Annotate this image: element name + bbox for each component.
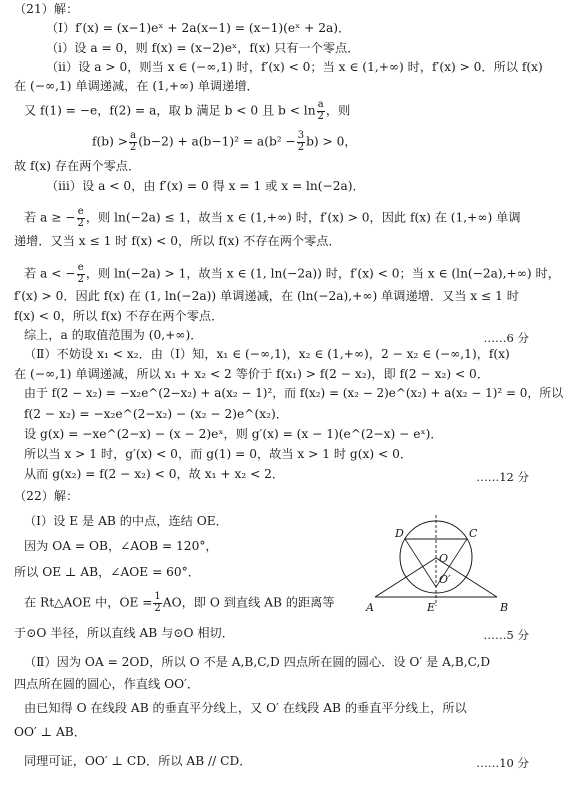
- part-2-line-5: 设 g(x) = −xe^(2−x) − (x − 2)eˣ，则 g′(x) = (x − 1)(e^(2−x) − eˣ)．: [24, 427, 443, 441]
- label-c: C: [469, 527, 478, 540]
- text-span: b) > 0，: [306, 134, 357, 149]
- segment-ao: [375, 558, 436, 597]
- part-2-line-4: f(2 − x₂) = −x₂e^(2−x₂) − (x₂ − 2)e^(x₂)．: [24, 407, 288, 421]
- geometry-figure: [365, 512, 515, 615]
- label-b: B: [500, 601, 509, 614]
- case-i-line: （ⅰ）设 a = 0，则 f(x) = (x−2)eˣ，f(x) 只有一个零点．: [46, 41, 360, 55]
- text-span: 又 f(1) = −e，f(2) = a，取 b 满足 b < 0 且 b < ln: [24, 103, 316, 118]
- fraction-numerator: 3: [297, 130, 305, 141]
- p22-part-2-conclusion: 同理可证，OO′ ⊥ CD．所以 AB // CD．: [24, 754, 252, 768]
- text-span: 在 Rt△AOE 中，OE =: [24, 595, 153, 610]
- fraction: [317, 100, 325, 122]
- p22-part-2-line-1: （Ⅱ）因为 OA = 2OD，所以 O 不是 A,B,C,D 四点所在圆的圆心．设 O′ 是 A,B,C,D: [24, 655, 491, 669]
- score-6: ……6 分: [483, 331, 529, 345]
- case-ii-line-2: 在 (−∞,1) 单调递减，在 (1,+∞) 单调递增．: [14, 79, 259, 93]
- label-o-prime: O′: [439, 573, 451, 586]
- p22-part-1-line-2: 因为 OA = OB，∠AOB = 120°，: [24, 539, 218, 553]
- fraction-denominator: 2: [297, 141, 305, 153]
- label-d: D: [395, 527, 404, 540]
- fraction: [129, 131, 137, 153]
- label-a: A: [366, 601, 374, 614]
- p22-part-1-line-5: 于⊙O 半径，所以直线 AB 与⊙O 相切．: [14, 626, 234, 640]
- label-e: E: [427, 601, 436, 614]
- text-span: (b−2) + a(b−1)² = a(b² −: [138, 134, 296, 149]
- part-1-summary: 综上，a 的取值范围为 (0,+∞)．: [24, 328, 203, 342]
- text-span: f(b) >: [92, 134, 128, 149]
- p22-part-1-line-4: [24, 592, 335, 614]
- label-o: O: [439, 552, 449, 565]
- fraction-denominator: 2: [129, 141, 137, 153]
- case-iii-line-6: f(x) < 0，所以 f(x) 不存在两个零点．: [14, 309, 224, 323]
- part-2-line-1: （Ⅱ）不妨设 x₁ < x₂．由（Ⅰ）知，x₁ ∈ (−∞,1)，x₂ ∈ (1,+∞)，2 − x₂ ∈ (−∞,1)，f(x): [24, 347, 510, 361]
- fraction-numerator: e: [77, 206, 84, 217]
- text-span: 若 a < −: [24, 266, 76, 281]
- p22-part-1-line-1: （Ⅰ）设 E 是 AB 的中点，连结 OE．: [24, 514, 228, 528]
- case-iii-line-2: [24, 207, 521, 229]
- problem-22-heading: （22）解：: [14, 489, 79, 503]
- part-1-derivative: （Ⅰ）f′(x) = (x−1)eˣ + 2a(x−1) = (x−1)(eˣ + 2a)．: [46, 21, 351, 35]
- case-iii-line-5: f′(x) > 0．因此 f(x) 在 (1, ln(−2a)) 单调递减，在 (ln(−2a),+∞) 单调递增．又当 x ≤ 1 时: [14, 289, 519, 303]
- fraction: [77, 207, 85, 229]
- text-span: AO，即 O 到直线 AB 的距离等: [162, 595, 335, 610]
- case-ii-line-1: （ⅱ）设 a > 0，则当 x ∈ (−∞,1) 时，f′(x) < 0；当 x ∈ (1,+∞) 时，f′(x) > 0．所以 f(x): [46, 60, 543, 74]
- text-span: ，则: [325, 103, 351, 118]
- text-span: 若 a ≥ −: [24, 210, 76, 225]
- part-2-line-6: 所以当 x > 1 时，g′(x) < 0，而 g(1) = 0，故当 x > 1 时 g(x) < 0．: [24, 447, 413, 461]
- score-5: ……5 分: [483, 628, 529, 642]
- p22-part-1-line-3: 所以 OE ⊥ AB，∠AOE = 60°．: [14, 565, 200, 579]
- p22-part-2-line-4: OO′ ⊥ AB．: [14, 725, 86, 739]
- p22-part-2-line-2: 四点所在圆的圆心，作直线 OO′．: [14, 677, 200, 691]
- p22-part-2-line-3: 由已知得 O 在线段 AB 的垂直平分线上，又 O′ 在线段 AB 的垂直平分线上，所以: [24, 701, 467, 715]
- fraction-denominator: 2: [77, 217, 84, 229]
- text-span: ，则 ln(−2a) > 1，故当 x ∈ (1, ln(−2a)) 时，f′(x) < 0；当 x ∈ (ln(−2a),+∞) 时，: [85, 266, 560, 281]
- fraction-numerator: 1: [154, 591, 161, 602]
- fraction-numerator: a: [317, 99, 324, 110]
- fraction-numerator: e: [77, 262, 84, 273]
- case-iii-line-4: [24, 263, 560, 285]
- case-ii-line-3: [24, 100, 350, 122]
- case-iii-line-1: （ⅲ）设 a < 0，由 f′(x) = 0 得 x = 1 或 x = ln(−2a)．: [46, 179, 365, 193]
- part-2-line-2: 在 (−∞,1) 单调递减，所以 x₁ + x₂ < 2 等价于 f(x₁) > f(2 − x₂)，即 f(2 − x₂) < 0．: [14, 367, 490, 381]
- fraction-denominator: 2: [154, 602, 161, 614]
- problem-21-heading: （21）解：: [14, 2, 79, 16]
- part-2-line-3: 由于 f(2 − x₂) = −x₂e^(2−x₂) + a(x₂ − 1)²，而 f(x₂) = (x₂ − 2)e^(x₂) + a(x₂ − 1)² = 0，所以: [24, 386, 564, 400]
- fraction: [297, 131, 305, 153]
- score-10: ……10 分: [476, 756, 529, 770]
- fraction-denominator: 2: [317, 110, 324, 122]
- case-ii-conclusion: 故 f(x) 存在两个零点．: [14, 159, 141, 173]
- text-span: ，则 ln(−2a) ≤ 1，故当 x ∈ (1,+∞) 时，f′(x) > 0，因此 f(x) 在 (1,+∞) 单调: [85, 210, 521, 225]
- fraction: [77, 263, 85, 285]
- case-iii-line-3: 递增．又当 x ≤ 1 时 f(x) < 0，所以 f(x) 不存在两个零点．: [14, 234, 341, 248]
- inequality-fb: [92, 131, 357, 153]
- fraction-numerator: a: [130, 130, 137, 141]
- segment-do-prime: [405, 539, 436, 587]
- score-12: ……12 分: [476, 470, 529, 484]
- fraction: [153, 592, 161, 614]
- fraction-denominator: 2: [77, 273, 84, 285]
- part-2-conclusion: 从而 g(x₂) = f(2 − x₂) < 0，故 x₁ + x₂ < 2．: [24, 467, 285, 481]
